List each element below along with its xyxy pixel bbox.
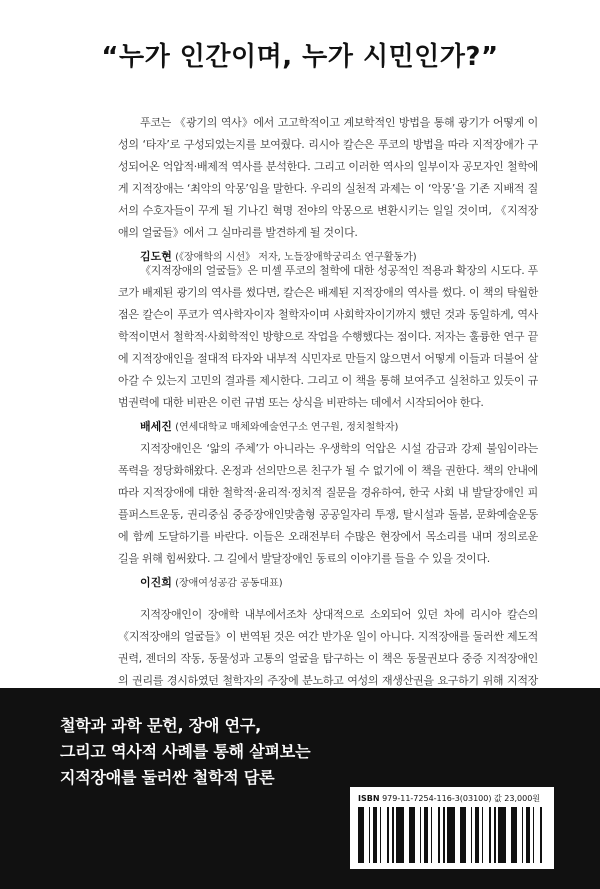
barcode-bar bbox=[373, 807, 376, 863]
slogan-line: 지적장애를 둘러싼 철학적 담론 bbox=[60, 768, 275, 787]
endorsement-3 bbox=[118, 438, 538, 590]
barcode-bar bbox=[396, 807, 399, 863]
barcode-box bbox=[350, 787, 554, 869]
endorser bbox=[118, 418, 538, 434]
barcode-bar bbox=[511, 807, 514, 863]
isbn-label: ISBN bbox=[358, 794, 380, 803]
barcode-bar bbox=[489, 807, 491, 863]
barcode-bar bbox=[482, 807, 483, 863]
barcode-bar bbox=[503, 807, 506, 863]
barcode-bar bbox=[438, 807, 440, 863]
endorsement-4 bbox=[118, 604, 538, 688]
barcode-icon bbox=[358, 807, 546, 863]
barcode-bar bbox=[431, 807, 432, 863]
barcode-bar bbox=[369, 807, 370, 863]
endorser-affiliation: (연세대학교 매체와예술연구소 연구원, 정치철학자) bbox=[175, 422, 399, 433]
headline: “누가 인간이며, 누가 시민인가?” bbox=[101, 42, 499, 72]
barcode-bar bbox=[533, 807, 534, 863]
barcode-bar bbox=[412, 807, 415, 863]
endorser-name: 배세진 bbox=[140, 420, 172, 433]
endorser-affiliation: (장애여성공감 공동대표) bbox=[175, 578, 283, 589]
barcode-bar bbox=[447, 807, 450, 863]
barcode-bar bbox=[478, 807, 479, 863]
barcode-bar bbox=[526, 807, 529, 863]
barcode-bar bbox=[392, 807, 394, 863]
barcode-bar bbox=[460, 807, 463, 863]
barcode-bar bbox=[387, 807, 389, 863]
endorser bbox=[118, 574, 538, 590]
price: 값 23,000원 bbox=[494, 794, 541, 803]
endorsement-text: 지적장애인은 ‘앎의 주체’가 아니라는 우생학의 억압은 시설 감금과 강제 불임이라는 폭력을 정당화해왔다. 온정과 선의만으론 친구가 될 수 없기에 이 책을 권한다. 책의 안내에 따라 지적장애에 대한 철학적·윤리적·정치적 질문을 경유하여, 한국 사회 내 발달장애인 피플퍼스트운동, 권리중심 중증장애인맞춤형 공공일자리 투쟁, 탈시설과 돌봄, 문화예술운동에 함께 도달하기를 바란다. 이들은 오래전부터 수많은 현장에서 목소리를 내며 정의로운 길을 위해 힘써왔다. 그 길에서 발달장애인 동료의 이야기를 들을 수 있을 것이다. bbox=[118, 442, 538, 565]
barcode-bar bbox=[361, 807, 364, 863]
slogan bbox=[60, 713, 310, 791]
barcode-bar bbox=[494, 807, 496, 863]
barcode-bar bbox=[540, 807, 542, 863]
barcode-bar bbox=[514, 807, 517, 863]
barcode-bar bbox=[358, 807, 361, 863]
barcode-bar bbox=[376, 807, 377, 863]
slogan-line: 그리고 역사적 사례를 통해 살펴보는 bbox=[60, 742, 311, 761]
barcode-bar bbox=[401, 807, 404, 863]
endorser-name: 이진희 bbox=[140, 576, 172, 589]
endorsement-2 bbox=[118, 260, 538, 434]
slogan-line: 철학과 과학 문헌, 장애 연구, bbox=[60, 716, 262, 735]
barcode-bar bbox=[498, 807, 501, 863]
barcode-bar bbox=[450, 807, 452, 863]
barcode-bar bbox=[427, 807, 428, 863]
barcode-bar bbox=[452, 807, 455, 863]
barcode-bar bbox=[380, 807, 381, 863]
endorsement-1 bbox=[118, 112, 538, 264]
barcode-bar bbox=[420, 807, 421, 863]
barcode-bar bbox=[475, 807, 478, 863]
barcode-bar bbox=[424, 807, 427, 863]
barcode-bar bbox=[463, 807, 466, 863]
endorsement-text: 푸코는 《광기의 역사》에서 고고학적이고 계보학적인 방법을 통해 광기가 어떻게 이성의 ‘타자’로 구성되었는지를 보여줬다. 리시아 칼슨은 푸코의 방법을 따라 지적장애가 구성되어온 억압적·배제적 역사를 분석한다. 그리고 이러한 역사의 일부이자 공모자인 철학에게 지적장애는 ‘최악의 악몽’임을 말한다. 우리의 실천적 과제는 이 ‘악몽’을 기존 지배적 질서의 수호자들이 꾸게 될 기나긴 혁명 전야의 악몽으로 변환시키는 일일 것이며, 《지적장애의 얼굴들》에서 그 실마리를 발견하게 될 것이다. bbox=[118, 116, 538, 239]
barcode-bar bbox=[522, 807, 523, 863]
endorser-name: 김도현 bbox=[140, 250, 172, 263]
barcode-bar bbox=[399, 807, 401, 863]
barcode-bar bbox=[471, 807, 472, 863]
barcode-bar bbox=[443, 807, 445, 863]
endorsement-text: 지적장애인이 장애학 내부에서조차 상대적으로 소외되어 있던 차에 리시아 칼슨의 《지적장애의 얼굴들》이 번역된 것은 여간 반가운 일이 아니다. 지적장애를 둘러싼 제도적 권력, 젠더의 작동, 동물성과 고통의 얼굴을 탐구하는 이 책은 동물권보다 중증 지적장애인의 권리를 경시하였던 철학자의 주장에 분노하고 여성의 재생산권을 요구하기 위해 지적장 bbox=[118, 608, 538, 687]
barcode-bar bbox=[501, 807, 503, 863]
endorsement-text: 《지적장애의 얼굴들》은 미셸 푸코의 철학에 대한 성공적인 적용과 확장의 시도다. 푸코가 배제된 광기의 역사를 썼다면, 칼슨은 배제된 지적장애의 역사를 썼다. 이 책의 탁월한 점은 칼슨이 푸코가 역사학자이자 철학자이며 사회학자이기까지 했던 것과 동일하게, 역사학적이면서 철학적·사회학적인 방향으로 작업을 수행했다는 점이다. 저자는 훌륭한 연구 끝에 지적장애인을 절대적 타자와 내부적 식민자로 만들지 않으면서 어떻게 이들과 더불어 살아갈 수 있는지 고민의 결과를 제시한다. 그리고 이 책을 통해 보여주고 실천하고 있듯이 규범권력에 대한 비판은 이런 규범 또는 상식을 비판하는 데에서 시작되어야 한다. bbox=[118, 264, 538, 409]
barcode-bar bbox=[529, 807, 530, 863]
endorser-affiliation: (《장애학의 시선》 저자, 노들장애학궁리소 연구활동가) bbox=[175, 252, 417, 263]
isbn-line bbox=[358, 793, 540, 804]
barcode-bar bbox=[409, 807, 412, 863]
isbn-number: 979-11-7254-116-3(03100) bbox=[382, 794, 492, 803]
